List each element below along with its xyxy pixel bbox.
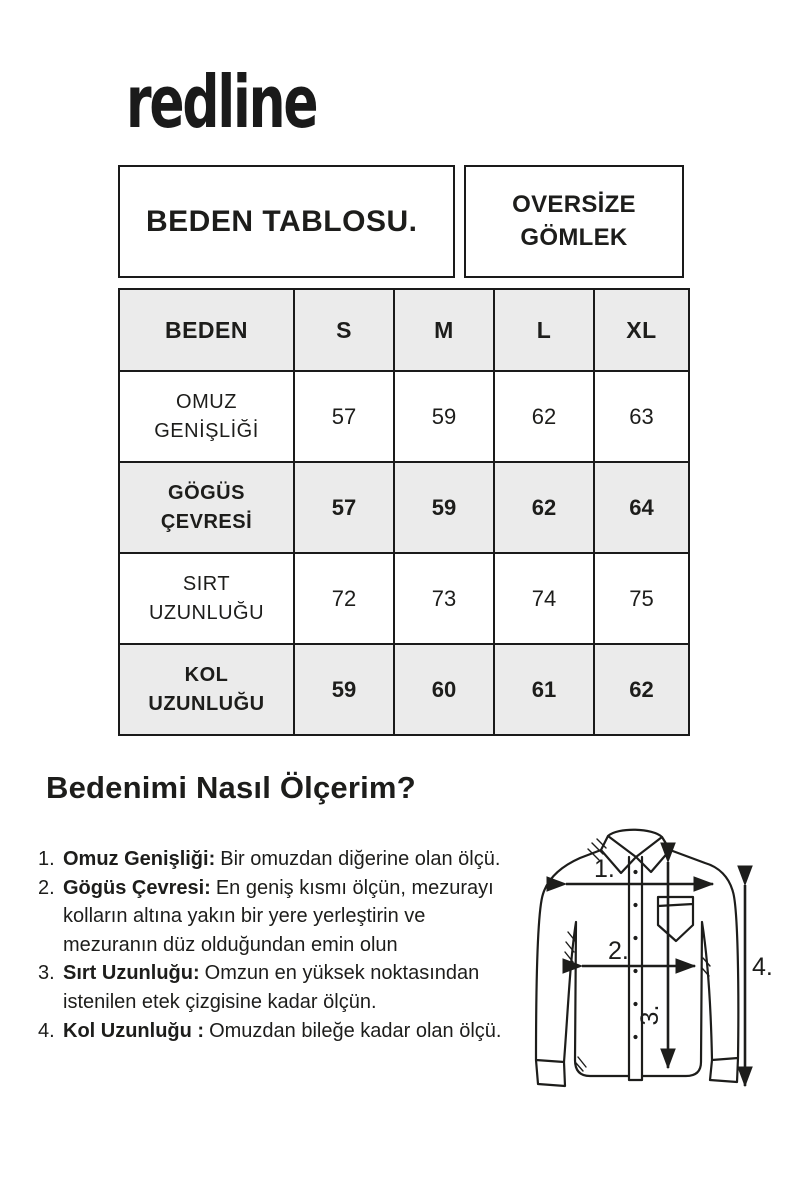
cell-value: 75 bbox=[594, 553, 689, 644]
diagram-label-sleeve: 4. bbox=[752, 953, 773, 981]
diagram-label-chest: 2. bbox=[608, 937, 629, 965]
cell-value: 62 bbox=[494, 462, 594, 553]
product-title: OVERSİZE GÖMLEK bbox=[512, 191, 636, 251]
column-header-s: S bbox=[294, 289, 394, 371]
guide-item-term: Sırt Uzunluğu: bbox=[63, 962, 200, 985]
guide-list bbox=[38, 845, 506, 1045]
cell-value: 59 bbox=[394, 462, 494, 553]
cell-value: 59 bbox=[294, 644, 394, 735]
table-row-sleeve-length bbox=[119, 644, 689, 735]
shirt-measurement-diagram bbox=[512, 810, 800, 1125]
diagram-label-back: 3. bbox=[636, 1004, 664, 1026]
cell-value: 60 bbox=[394, 644, 494, 735]
size-table-header-row bbox=[119, 289, 689, 371]
header-row bbox=[118, 165, 684, 278]
guide-item-desc: Bir omuzdan diğerine olan ölçü. bbox=[220, 848, 501, 870]
row-label: SIRT UZUNLUĞU bbox=[119, 553, 294, 644]
guide-item-term: Omuz Genişliği: bbox=[63, 848, 216, 870]
shirt-pocket bbox=[658, 897, 693, 941]
shirt-outline bbox=[536, 830, 738, 1086]
guide-item-number: 3. bbox=[38, 962, 55, 985]
guide-item-desc: Omzun en yüksek noktasından istenilen etek çizgisine kadar ölçün. bbox=[63, 962, 480, 1013]
guide-item-desc: Omuzdan bileğe kadar olan ölçü. bbox=[209, 1019, 502, 1042]
cell-value: 63 bbox=[594, 371, 689, 462]
shirt-placket bbox=[629, 857, 642, 1080]
guide-item-back bbox=[38, 959, 506, 1016]
cell-value: 72 bbox=[294, 553, 394, 644]
cell-value: 57 bbox=[294, 371, 394, 462]
cell-value: 61 bbox=[494, 644, 594, 735]
diagram-label-shoulder: 1. bbox=[594, 855, 615, 883]
size-table-title: BEDEN TABLOSU. bbox=[146, 204, 418, 238]
table-row-chest bbox=[119, 462, 689, 553]
cell-value: 74 bbox=[494, 553, 594, 644]
shirt-diagram-svg bbox=[512, 810, 800, 1125]
table-row-shoulder-width bbox=[119, 371, 689, 462]
cell-value: 57 bbox=[294, 462, 394, 553]
brand-logo: redline bbox=[126, 60, 317, 144]
column-header-xl: XL bbox=[594, 289, 689, 371]
cell-value: 64 bbox=[594, 462, 689, 553]
row-label: OMUZ GENİŞLİĞİ bbox=[119, 371, 294, 462]
size-table bbox=[118, 288, 690, 736]
column-header-beden: BEDEN bbox=[119, 289, 294, 371]
guide-item-term: Kol Uzunluğu : bbox=[63, 1019, 205, 1042]
guide-item-term: Gögüs Çevresi: bbox=[63, 876, 211, 899]
guide-item-number: 2. bbox=[38, 876, 55, 899]
guide-item-chest bbox=[38, 874, 506, 960]
shirt-hatching bbox=[565, 839, 710, 1071]
cell-value: 62 bbox=[494, 371, 594, 462]
cell-value: 59 bbox=[394, 371, 494, 462]
row-label: KOL UZUNLUĞU bbox=[119, 644, 294, 735]
shirt-body bbox=[536, 850, 738, 1086]
table-row-back-length bbox=[119, 553, 689, 644]
guide-item-number: 4. bbox=[38, 1019, 55, 1042]
guide-item-shoulder bbox=[38, 845, 506, 874]
column-header-m: M bbox=[394, 289, 494, 371]
guide-heading: Bedenimi Nasıl Ölçerim? bbox=[46, 770, 416, 805]
guide-item-desc: En geniş kısmı ölçün, mezurayı kolların altına yakın bir yere yerleştirin ve mezuranın düz olduğundan emin olun bbox=[63, 876, 494, 956]
size-table-title-box bbox=[118, 165, 455, 278]
cell-value: 62 bbox=[594, 644, 689, 735]
row-label: GÖGÜS ÇEVRESİ bbox=[119, 462, 294, 553]
measure-arrows bbox=[566, 862, 745, 1086]
cell-value: 73 bbox=[394, 553, 494, 644]
guide-item-sleeve bbox=[38, 1017, 506, 1046]
column-header-l: L bbox=[494, 289, 594, 371]
guide-item-number: 1. bbox=[38, 848, 55, 870]
product-title-box bbox=[464, 165, 684, 278]
